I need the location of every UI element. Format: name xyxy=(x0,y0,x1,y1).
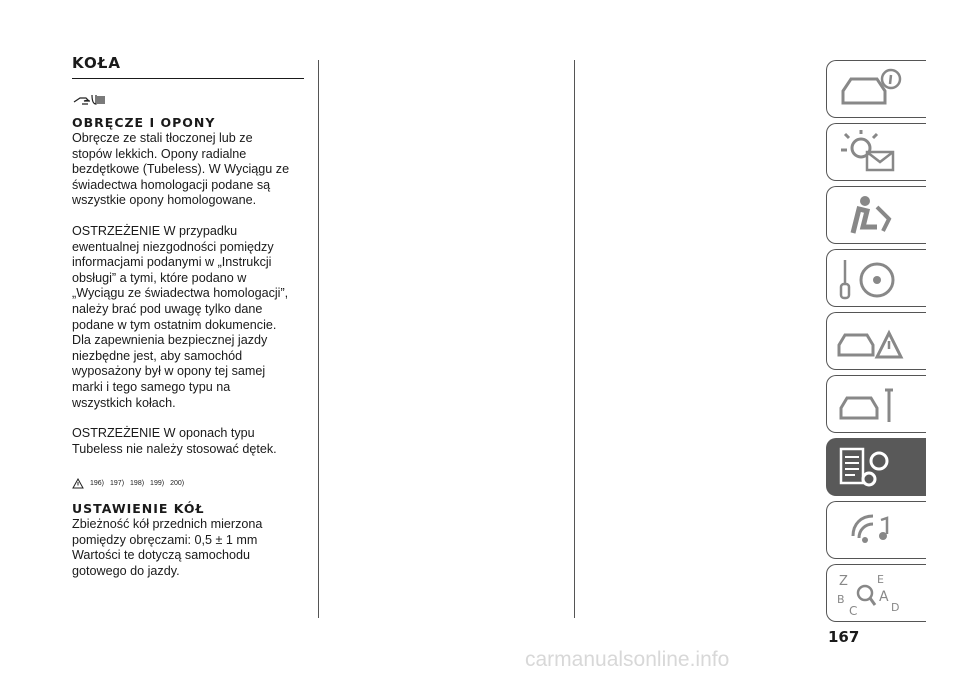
watermark: carmanualsonline.info xyxy=(525,648,730,671)
ref-198[interactable]: 198) xyxy=(130,479,145,487)
warning-refs xyxy=(72,477,308,489)
tab-technical-data[interactable] xyxy=(826,438,926,496)
svg-text:A: A xyxy=(879,589,889,605)
rims-paragraph-1: Obręcze ze stali tłoczonej lub ze stopów lekkich. Opony radialne bezdętkowe (Tubeless). W Wyciągu ze świadectwa homologacji podane są wszystkie opony homologowane. xyxy=(72,131,290,208)
column-divider-1 xyxy=(318,60,319,618)
ref-200[interactable]: 200) xyxy=(170,479,185,487)
svg-text:C: C xyxy=(849,604,858,618)
multimedia-icon xyxy=(833,506,919,556)
warning-lights-icon xyxy=(833,128,919,178)
safety-seat-icon xyxy=(833,191,919,241)
key-steering-icon xyxy=(833,254,919,304)
tab-car-info[interactable] xyxy=(826,60,926,118)
warning-triangle-icon xyxy=(72,478,84,489)
tab-service[interactable] xyxy=(826,375,926,433)
page-number: 167 xyxy=(828,628,860,646)
tab-multimedia[interactable] xyxy=(826,501,926,559)
svg-text:E: E xyxy=(877,573,884,586)
tab-index[interactable] xyxy=(826,564,926,622)
index-icon xyxy=(833,569,919,619)
car-info-icon xyxy=(833,65,919,115)
svg-text:B: B xyxy=(837,593,845,606)
technical-data-icon xyxy=(833,443,919,493)
ref-196[interactable]: 196) xyxy=(90,479,105,487)
alignment-paragraph: Zbieżność kół przednich mierzona pomiędzy obręczami: 0,5 ± 1 mm Wartości te dotyczą samochodu gotowego do jazdy. xyxy=(72,517,263,579)
car-service-icon xyxy=(833,380,919,430)
title-rule xyxy=(72,78,304,79)
column-divider-2 xyxy=(574,60,575,618)
ref-197[interactable]: 197) xyxy=(110,479,125,487)
rims-title: OBRĘCZE I OPONY xyxy=(72,115,216,130)
rims-paragraph-3: OSTRZEŻENIE W oponach typu Tubeless nie należy stosować dętek. xyxy=(72,426,277,456)
tab-warning-lights[interactable] xyxy=(826,123,926,181)
rims-paragraph-2: OSTRZEŻENIE W przypadku ewentualnej niezgodności pomiędzy informacjami podanymi w „Instrukcji obsługi” a tymi, które podano w „Wyciągu ze świadectwa homologacji”, należy brać pod uwagę tylko dane podane w tym ostatnim dokumencie. Dla zapewnienia bezpiecznej jazdy niezbędne jest, aby samochód wyposażony był w opony tej samej marki i tego samego typu na wszystkich kołach. xyxy=(72,223,289,410)
emergency-icon xyxy=(833,317,919,367)
tab-emergency[interactable] xyxy=(826,312,926,370)
main-column xyxy=(72,54,308,580)
svg-text:D: D xyxy=(891,601,900,614)
ref-199[interactable]: 199) xyxy=(150,479,165,487)
alignment-title: USTAWIENIE KÓŁ xyxy=(72,501,205,517)
section-title: KOŁA xyxy=(72,54,121,72)
hand-pointer-icon xyxy=(72,91,308,109)
tab-start-drive[interactable] xyxy=(826,249,926,307)
svg-text:Z: Z xyxy=(839,574,848,589)
tab-safety[interactable] xyxy=(826,186,926,244)
